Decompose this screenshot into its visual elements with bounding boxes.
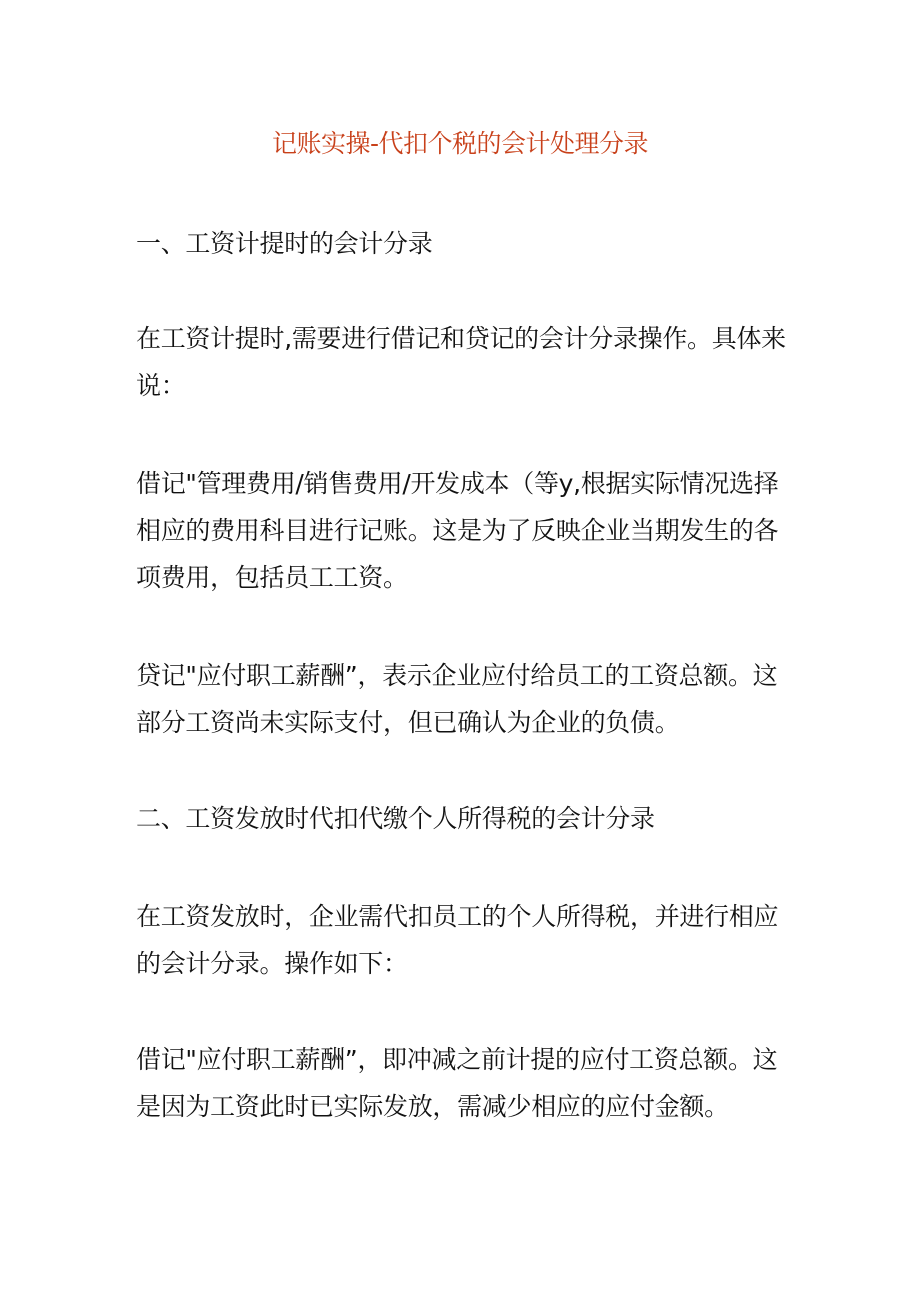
paragraph-line: 的会计分录。操作如下： (136, 949, 408, 978)
document-title: 记账实操-代扣个税的会计处理分录 (271, 129, 649, 158)
paragraph-line: 相应的费用科目进行记账。这是为了反映企业当期发生的各 (136, 516, 779, 545)
paragraph-line: 是因为工资此时已实际发放，需减少相应的应付金额。 (136, 1092, 729, 1121)
section-1-paragraph-1 (136, 315, 792, 409)
paragraph-line: 借记"应付职工薪酬”，即冲减之前计提的应付工资总额。这 (136, 1045, 778, 1074)
paragraph-line: 贷记"应付职工薪酬”，表示企业应付给员工的工资总额。这 (136, 661, 778, 690)
section-2-paragraph-2 (136, 1036, 792, 1130)
section-1-heading: 一、工资计提时的会计分录 (136, 229, 433, 258)
paragraph-line: 项费用，包括员工工资。 (136, 563, 408, 592)
paragraph-line: 借记"管理费用/销售费用/开发成本（等y,根据实际情况选择 (136, 469, 779, 498)
paragraph-line: 在工资发放时，企业需代扣员工的个人所得税，并进行相应 (136, 902, 779, 931)
section-1-paragraph-3 (136, 652, 792, 746)
section-2-heading: 二、工资发放时代扣代缴个人所得税的会计分录 (136, 804, 655, 833)
paragraph-line: 在工资计提时,需要进行借记和贷记的会计分录操作。具体来 (136, 324, 786, 353)
section-1-paragraph-2 (136, 460, 792, 601)
section-2-paragraph-1 (136, 893, 792, 987)
paragraph-line: 部分工资尚未实际支付，但已确认为企业的负债。 (136, 708, 680, 737)
paragraph-line: 说： (136, 371, 186, 400)
